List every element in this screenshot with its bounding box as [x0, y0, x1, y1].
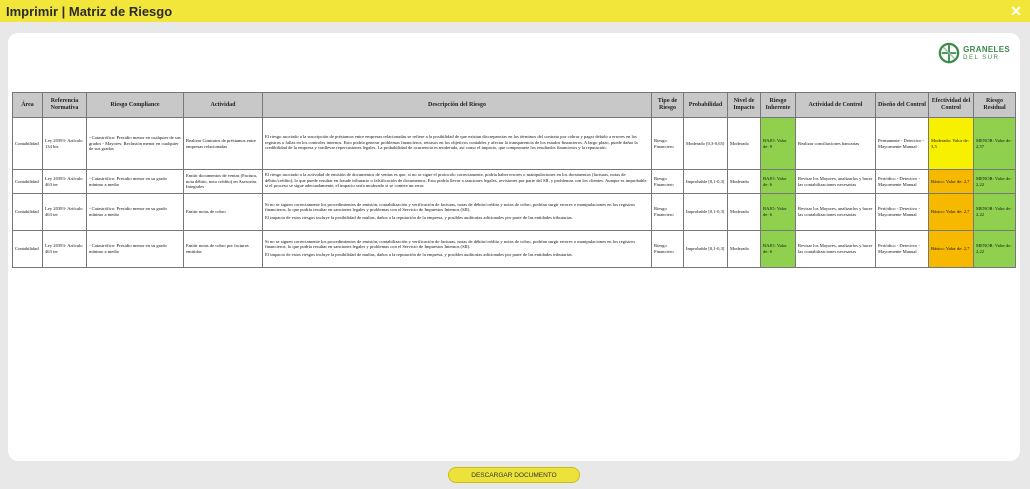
cell-control-effectiveness: Básico: Valor de: 2,7 [929, 170, 974, 194]
cell-activity: Emitir notas de cobro [184, 194, 263, 231]
cell-residual-risk: MENOR: Valor de: 2,57 [974, 118, 1016, 170]
table-row [13, 170, 1016, 194]
cell-probability: Improbable [0,1-0,3] [684, 194, 728, 231]
cell-compliance-risk: - Catastrófico: Presidio menor en cualquier de sus grados - Mayores: Reclusión menor en cualquier de sus grados [87, 118, 184, 170]
column-header: Riesgo Compliance [87, 93, 184, 118]
cell-risk-type: Riesgo Financiero [652, 231, 684, 268]
column-header: Riesgo Residual [974, 93, 1016, 118]
column-header: Referencia Normativa [43, 93, 87, 118]
logo-text-sub: DEL SUR [963, 54, 1000, 61]
cell-impact: Moderado [728, 118, 761, 170]
logo-mark-icon [938, 42, 960, 64]
company-logo [938, 42, 1010, 64]
cell-activity: Realizar Contratos de préstamos entre empresas relacionadas [184, 118, 263, 170]
cell-risk-type: Riesgo Financiero [652, 194, 684, 231]
cell-probability: Improbable [0,1-0,3] [684, 170, 728, 194]
description-paragraph: El impacto de estos riesgos incluye la posibilidad de multas, daños a la reputación de la empresa, y posibles auditorías adicionales por parte de las entidades tributarias. [265, 215, 573, 221]
column-header: Área [13, 93, 43, 118]
cell-inherent-risk: BAJO: Valor de: 6 [761, 194, 796, 231]
column-header: Descripción del Riesgo [263, 93, 652, 118]
cell-risk-type: Riesgo Financiero [652, 170, 684, 194]
cell-residual-risk: MENOR: Valor de: 2,22 [974, 231, 1016, 268]
risk-matrix-table [12, 92, 1016, 268]
cell-impact: Moderado [728, 170, 761, 194]
description-paragraph: El riesgo asociado a la suscripción de préstamos entre empresas relacionadas se refiere a la posibilidad de que existan discrepancias en los términos del contrato por cobrar y pagar debido a errores en los registros o fallas en los controles internos. Esto podría generar problemas financieros, retrasos en los objetivos contables y afectar la transparencia de los estados financieros. A largo plazo, puede dañar la credibilidad de la empresa y conllevar repercusiones legales. La probabilidad de ocurrencia es moderada, así como el impacto, que compromete los resultados financieros y la reputación. [265, 133, 638, 151]
cell-control-activity: Realizar conciliaciones bancarias [796, 118, 876, 170]
cell-control-activity: Revisar los Mayores, analizarlos y hacer las contabilizaciones necesarias [796, 231, 876, 268]
description-paragraph: Si no se siguen correctamente los procedimientos de emisión, contabilización y verificación de facturas, notas de débito/crédito y notas de cobro, podrían surgir errores o manipulaciones en los registros financieros, lo que podría resultar en sanciones legales y problemas con el Servicio de Impuestos Internos (SII). [265, 201, 635, 213]
description-paragraph: El riesgo asociado a la actividad de emisión de documentos de ventas es que, si no se sigue el protocolo correctamente, podría haber errores o manipulaciones en los documentos (facturas, notas de débito/crédito), lo que puede resultar en fraude tributario o falsificación de documentos. Esto podría llevar a sanciones legales, revisiones por parte del SII, y problemas con los clientes. Aunque es improbable si el proceso se sigue adecuadamente, el impacto sería moderado si se comete un error. [265, 172, 647, 189]
cell-compliance-risk: - Catastrófico: Presidio menor en su grado mínimo a medio [87, 194, 184, 231]
cell-residual-risk: MENOR: Valor de: 2,22 [974, 194, 1016, 231]
cell-description [263, 194, 652, 231]
cell-compliance-risk: - Catastrófico: Presidio menor en su grado mínimo a medio [87, 170, 184, 194]
cell-control-design: Periódico - Detectivo - Mayormente Manual [876, 194, 929, 231]
cell-control-design: Permanente - Detectivo - Mayormente Manual [876, 118, 929, 170]
cell-impact: Moderado [728, 231, 761, 268]
cell-description [263, 118, 652, 170]
description-paragraph: Si no se siguen correctamente los procedimientos de emisión, contabilización y verificación de facturas, notas de débito/crédito y notas de cobro, podrían surgir errores o manipulaciones en los registros financieros, lo que podría resultar en sanciones legales y problemas con el Servicio de Impuestos Internos (SII). [265, 238, 635, 250]
cell-control-activity: Revisar los Mayores, analizarlos y hacer las contabilizaciones necesarias [796, 194, 876, 231]
cell-activity: Emitir documentos de ventas (Factura, nota débito, nota crédito) en Asesorías Integrales [184, 170, 263, 194]
cell-probability: Moderado [0,3-0,65] [684, 118, 728, 170]
window-title: Imprimir | Matriz de Riesgo [6, 3, 173, 19]
cell-area: Contabilidad [13, 231, 43, 268]
column-header: Nivel de Impacto [728, 93, 761, 118]
cell-activity: Emitir notas de cobro por facturas emitidas [184, 231, 263, 268]
table-header-row [13, 93, 1016, 118]
table-body [13, 118, 1016, 268]
title-bar [0, 0, 1030, 22]
cell-reference: Ley 20393- Artículo 134 bis [43, 118, 87, 170]
document-preview [8, 33, 1020, 461]
cell-description [263, 231, 652, 268]
table-row [13, 231, 1016, 268]
column-header: Diseño del Control [876, 93, 929, 118]
table-row [13, 118, 1016, 170]
cell-control-effectiveness: Moderado: Valor de: 3,5 [929, 118, 974, 170]
description-paragraph: El impacto de estos riesgos incluye la posibilidad de multas, daños a la reputación de la empresa, y posibles auditorías adicionales por parte de las entidades tributarias. [265, 252, 573, 258]
cell-risk-type: Riesgo Financiero [652, 118, 684, 170]
cell-inherent-risk: BAJO: Valor de: 9 [761, 118, 796, 170]
close-icon[interactable]: ✕ [1010, 3, 1022, 19]
cell-inherent-risk: BAJO: Valor de: 6 [761, 170, 796, 194]
cell-area: Contabilidad [13, 170, 43, 194]
cell-control-effectiveness: Básico: Valor de: 2,7 [929, 231, 974, 268]
column-header: Actividad de Control [796, 93, 876, 118]
cell-inherent-risk: BAJO: Valor de: 6 [761, 231, 796, 268]
cell-impact: Moderado [728, 194, 761, 231]
column-header: Actividad [184, 93, 263, 118]
download-document-button[interactable]: DESCARGAR DOCUMENTO [448, 467, 580, 483]
cell-reference: Ley 20393- Artículo 463 ter [43, 194, 87, 231]
cell-reference: Ley 20393- Artículo 463 ter [43, 231, 87, 268]
column-header: Efectividad del Control [929, 93, 974, 118]
table-row [13, 194, 1016, 231]
cell-area: Contabilidad [13, 118, 43, 170]
cell-control-design: Periódico - Detectivo - Mayormente Manual [876, 231, 929, 268]
cell-control-activity: Revisar los Mayores, analizarlos y hacer las contabilizaciones necesarias [796, 170, 876, 194]
cell-area: Contabilidad [13, 194, 43, 231]
cell-reference: Ley 20393- Artículo 463 ter [43, 170, 87, 194]
cell-control-design: Periódico - Detectivo - Mayormente Manual [876, 170, 929, 194]
cell-control-effectiveness: Básico: Valor de: 2,7 [929, 194, 974, 231]
logo-text-main: GRANELES [963, 44, 1010, 54]
cell-description [263, 170, 652, 194]
column-header: Probabilidad [684, 93, 728, 118]
column-header: Riesgo Inherente [761, 93, 796, 118]
cell-compliance-risk: - Catastrófico: Presidio menor en su grado mínimo a medio [87, 231, 184, 268]
cell-probability: Improbable [0,1-0,3] [684, 231, 728, 268]
column-header: Tipo de Riesgo [652, 93, 684, 118]
cell-residual-risk: MENOR: Valor de: 2,22 [974, 170, 1016, 194]
